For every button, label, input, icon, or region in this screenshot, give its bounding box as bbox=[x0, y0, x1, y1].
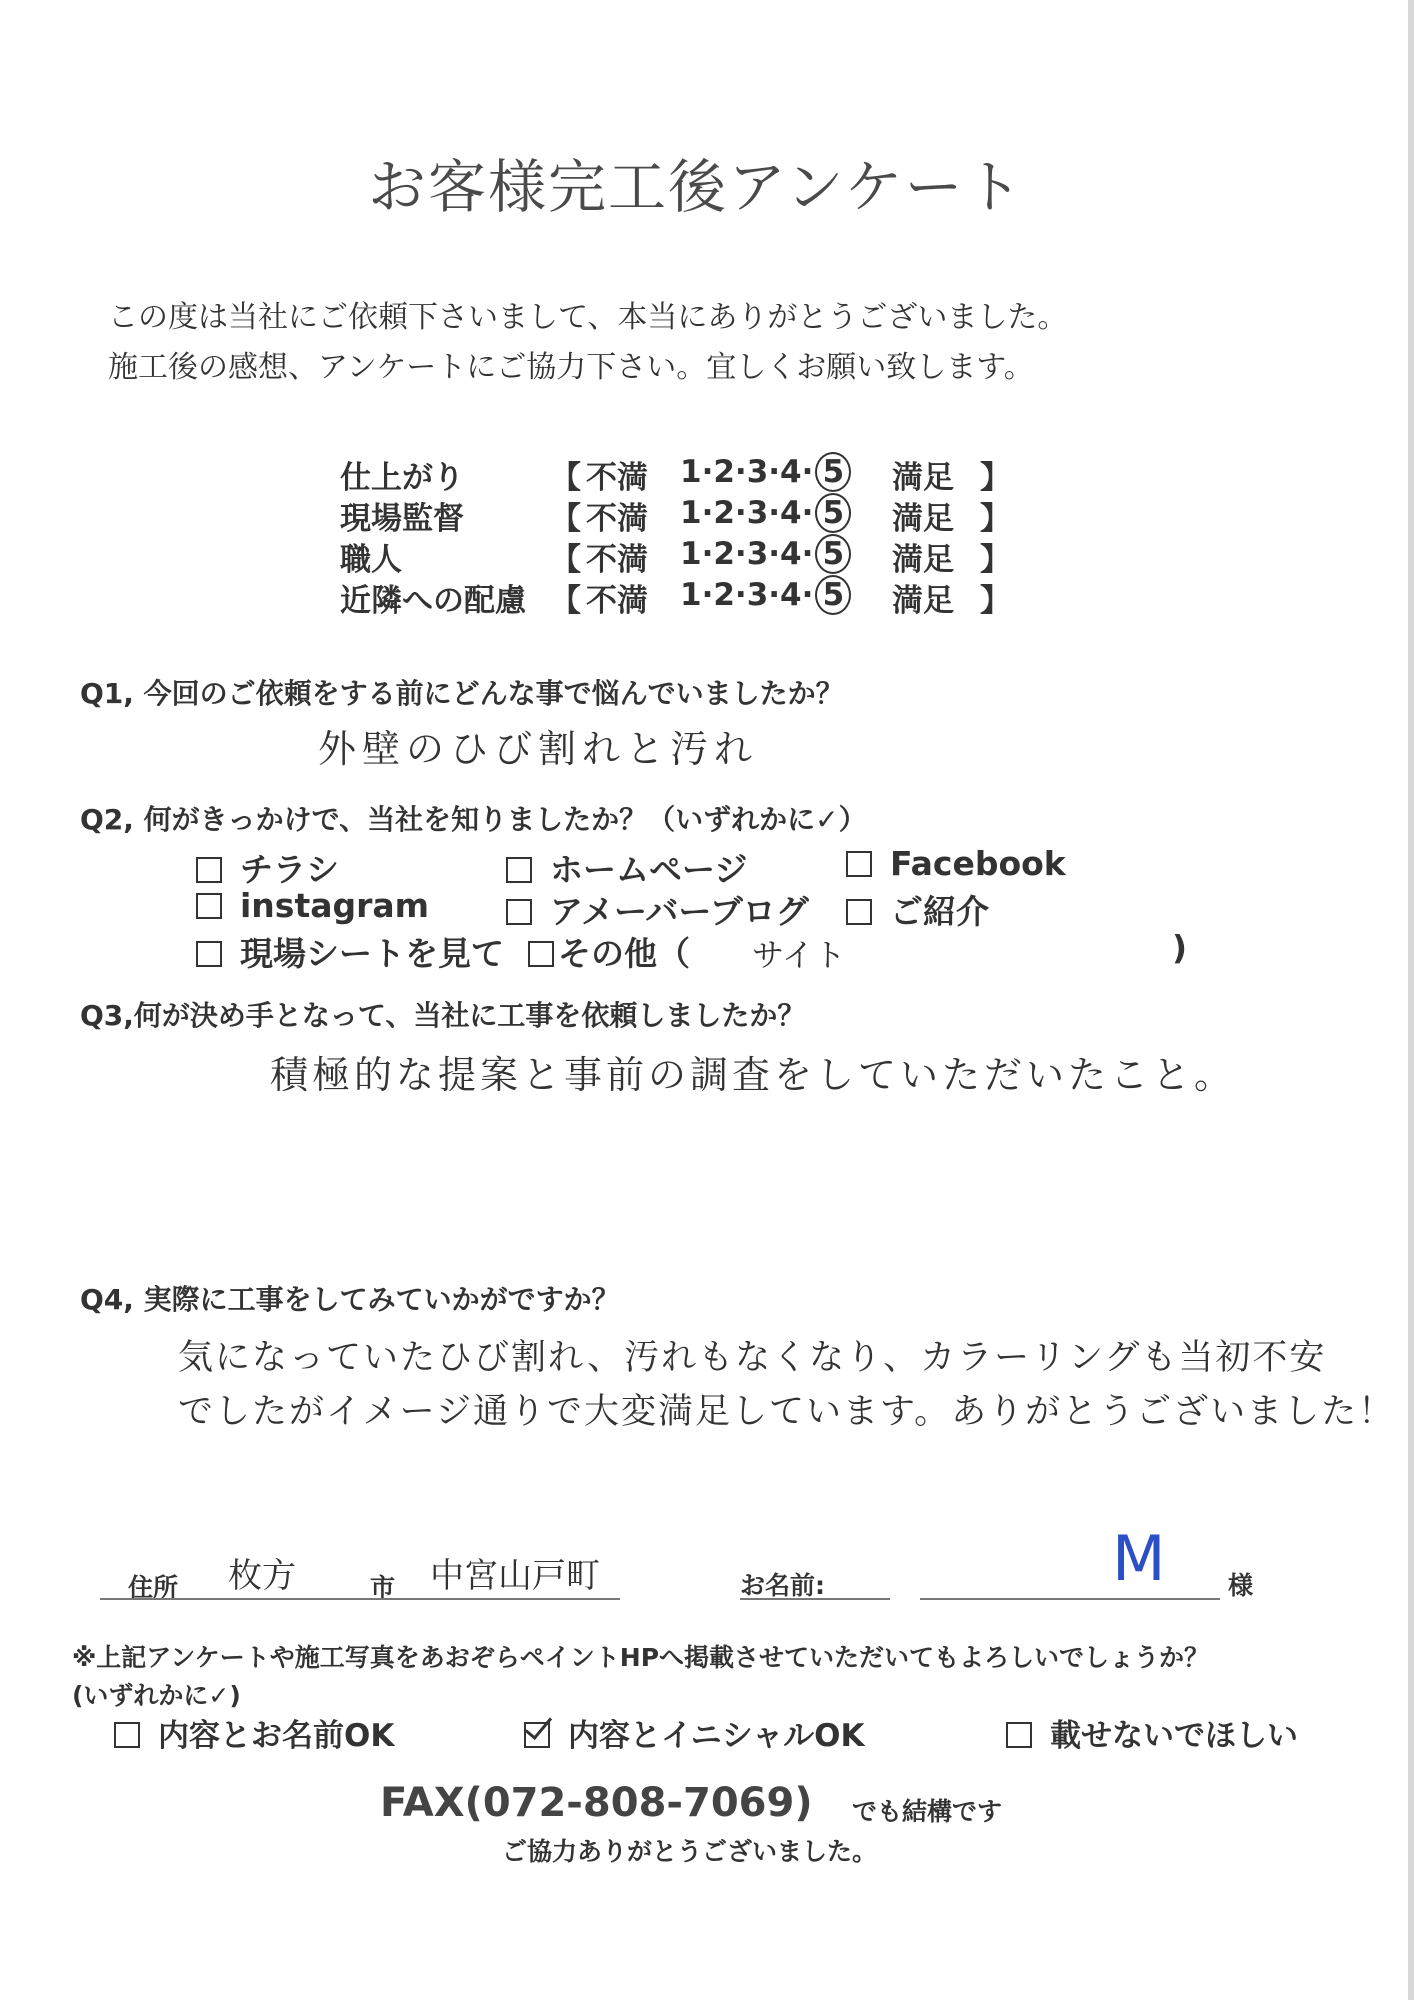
checkbox-flyer bbox=[196, 857, 222, 883]
q4-answer-line-2: でしたがイメージ通りで大変満足しています。ありがとうございました！ bbox=[178, 1392, 1396, 1432]
q3-question: Q3,何が決め手となって、当社に工事を依頼しましたか？ bbox=[80, 999, 806, 1032]
rating-selected: 5 bbox=[815, 493, 851, 533]
checkbox-other bbox=[528, 941, 554, 967]
q1-answer: 外壁のひび割れと汚れ bbox=[318, 727, 759, 771]
consent-option-initial-ok bbox=[524, 1710, 865, 1755]
bracket-close: 】 bbox=[980, 460, 1011, 496]
customer-name: M bbox=[1112, 1522, 1166, 1595]
rating-label: 近隣への配慮 bbox=[340, 583, 526, 619]
checkbox-facebook bbox=[846, 851, 872, 877]
page-title: お客様完工後アンケート bbox=[368, 153, 1025, 221]
q2-question: Q2, 何がきっかけで、当社を知りましたか？（いずれかに✓） bbox=[80, 803, 867, 836]
name-label-underline bbox=[740, 1598, 890, 1600]
address-label: 住所 bbox=[128, 1573, 179, 1602]
fax-number: FAX(072-808-7069) bbox=[380, 1780, 813, 1826]
q2-option-ameblo bbox=[506, 886, 809, 933]
consent-option-name-ok bbox=[114, 1710, 394, 1755]
option-label: Facebook bbox=[890, 844, 1066, 883]
option-label: 現場シートを見て bbox=[240, 934, 504, 973]
consent-option-no bbox=[1006, 1710, 1298, 1755]
address-city-suffix: 市 bbox=[370, 1573, 396, 1602]
name-label: お名前: bbox=[740, 1571, 825, 1600]
checkbox-initial-ok-checked bbox=[524, 1722, 550, 1748]
checkbox-homepage bbox=[506, 857, 532, 883]
checkbox-instagram bbox=[196, 893, 222, 919]
option-label: 内容とお名前OK bbox=[158, 1718, 395, 1754]
q3-answer: 積極的な提案と事前の調査をしていただいたこと。 bbox=[270, 1053, 1237, 1097]
rating-low-label: 不満 bbox=[586, 542, 648, 578]
q2-option-instagram bbox=[196, 886, 429, 925]
rating-scale-prefix: 1·2·3·4· bbox=[680, 495, 814, 531]
option-label: チラシ bbox=[240, 850, 339, 889]
checkbox-site-sheet bbox=[196, 941, 222, 967]
rating-scale bbox=[680, 493, 851, 533]
address-city: 枚方 bbox=[228, 1556, 296, 1596]
bracket-open: 【 bbox=[550, 460, 581, 496]
q4-answer-line-1: 気になっていたひび割れ、汚れもなくなり、カラーリングも当初不安 bbox=[178, 1338, 1327, 1378]
q2-option-site-sheet bbox=[196, 928, 504, 975]
address-town: 中宮山戸町 bbox=[430, 1556, 600, 1596]
rating-low-label: 不満 bbox=[586, 460, 648, 496]
thanks-text: ご協力ありがとうございました。 bbox=[502, 1837, 878, 1866]
rating-low-label: 不満 bbox=[586, 583, 648, 619]
bracket-open: 【 bbox=[550, 501, 581, 537]
rating-scale bbox=[680, 534, 851, 574]
rating-scale bbox=[680, 452, 851, 492]
honorific: 様 bbox=[1228, 1571, 1254, 1600]
rating-label: 職人 bbox=[340, 542, 402, 578]
address-underline bbox=[100, 1598, 620, 1600]
rating-label: 現場監督 bbox=[340, 501, 464, 537]
option-label: 載せないでほしい bbox=[1050, 1718, 1298, 1754]
name-underline bbox=[920, 1598, 1220, 1600]
bracket-open: 【 bbox=[550, 542, 581, 578]
rating-selected: 5 bbox=[815, 452, 851, 492]
intro-line-1: この度は当社にご依頼下さいまして、本当にありがとうございました。 bbox=[108, 300, 1068, 335]
checkbox-ameblo bbox=[506, 899, 532, 925]
option-label: instagram bbox=[240, 886, 430, 925]
rating-selected: 5 bbox=[815, 575, 851, 615]
rating-scale-prefix: 1·2·3·4· bbox=[680, 454, 814, 490]
option-label: アメーバーブログ bbox=[550, 892, 809, 931]
option-label: 内容とイニシャルOK bbox=[568, 1718, 865, 1754]
q2-option-referral bbox=[846, 886, 989, 933]
rating-scale-prefix: 1·2·3·4· bbox=[680, 536, 814, 572]
rating-high-label: 満足 bbox=[892, 460, 954, 496]
option-label: その他（ bbox=[558, 934, 690, 973]
rating-high-label: 満足 bbox=[892, 501, 954, 537]
checkbox-referral bbox=[846, 899, 872, 925]
q2-other-answer: サイト bbox=[752, 936, 846, 974]
rating-label: 仕上がり bbox=[340, 460, 464, 496]
rating-selected: 5 bbox=[815, 534, 851, 574]
bracket-close: 】 bbox=[980, 542, 1011, 578]
checkbox-name-ok bbox=[114, 1722, 140, 1748]
bracket-open: 【 bbox=[550, 583, 581, 619]
q4-question: Q4, 実際に工事をしてみていかがですか？ bbox=[80, 1283, 620, 1316]
consent-instruction: (いずれかに✓) bbox=[72, 1681, 241, 1710]
rating-high-label: 満足 bbox=[892, 542, 954, 578]
consent-question: ※上記アンケートや施工写真をあおぞらペイントHPへ掲載させていただいてもよろしいでしょうか？ bbox=[72, 1643, 1210, 1672]
q2-option-flyer bbox=[196, 844, 339, 891]
rating-low-label: 不満 bbox=[586, 501, 648, 537]
checkbox-no bbox=[1006, 1722, 1032, 1748]
rating-scale bbox=[680, 575, 851, 615]
intro-line-2: 施工後の感想、アンケートにご協力下さい。宜しくお願い致します。 bbox=[108, 350, 1034, 385]
q2-option-other bbox=[528, 928, 690, 975]
option-label: ご紹介 bbox=[890, 892, 989, 931]
fax-suffix: でも結構です bbox=[852, 1797, 1003, 1826]
scan-edge bbox=[1408, 0, 1414, 2000]
q2-option-facebook bbox=[846, 844, 1066, 883]
rating-high-label: 満足 bbox=[892, 583, 954, 619]
rating-scale-prefix: 1·2·3·4· bbox=[680, 577, 814, 613]
q1-question: Q1, 今回のご依頼をする前にどんな事で悩んでいましたか？ bbox=[80, 677, 844, 710]
bracket-close: 】 bbox=[980, 583, 1011, 619]
bracket-close: 】 bbox=[980, 501, 1011, 537]
option-label: ホームページ bbox=[550, 850, 748, 889]
q2-other-close: ) bbox=[1172, 928, 1188, 967]
q2-option-homepage bbox=[506, 844, 747, 891]
